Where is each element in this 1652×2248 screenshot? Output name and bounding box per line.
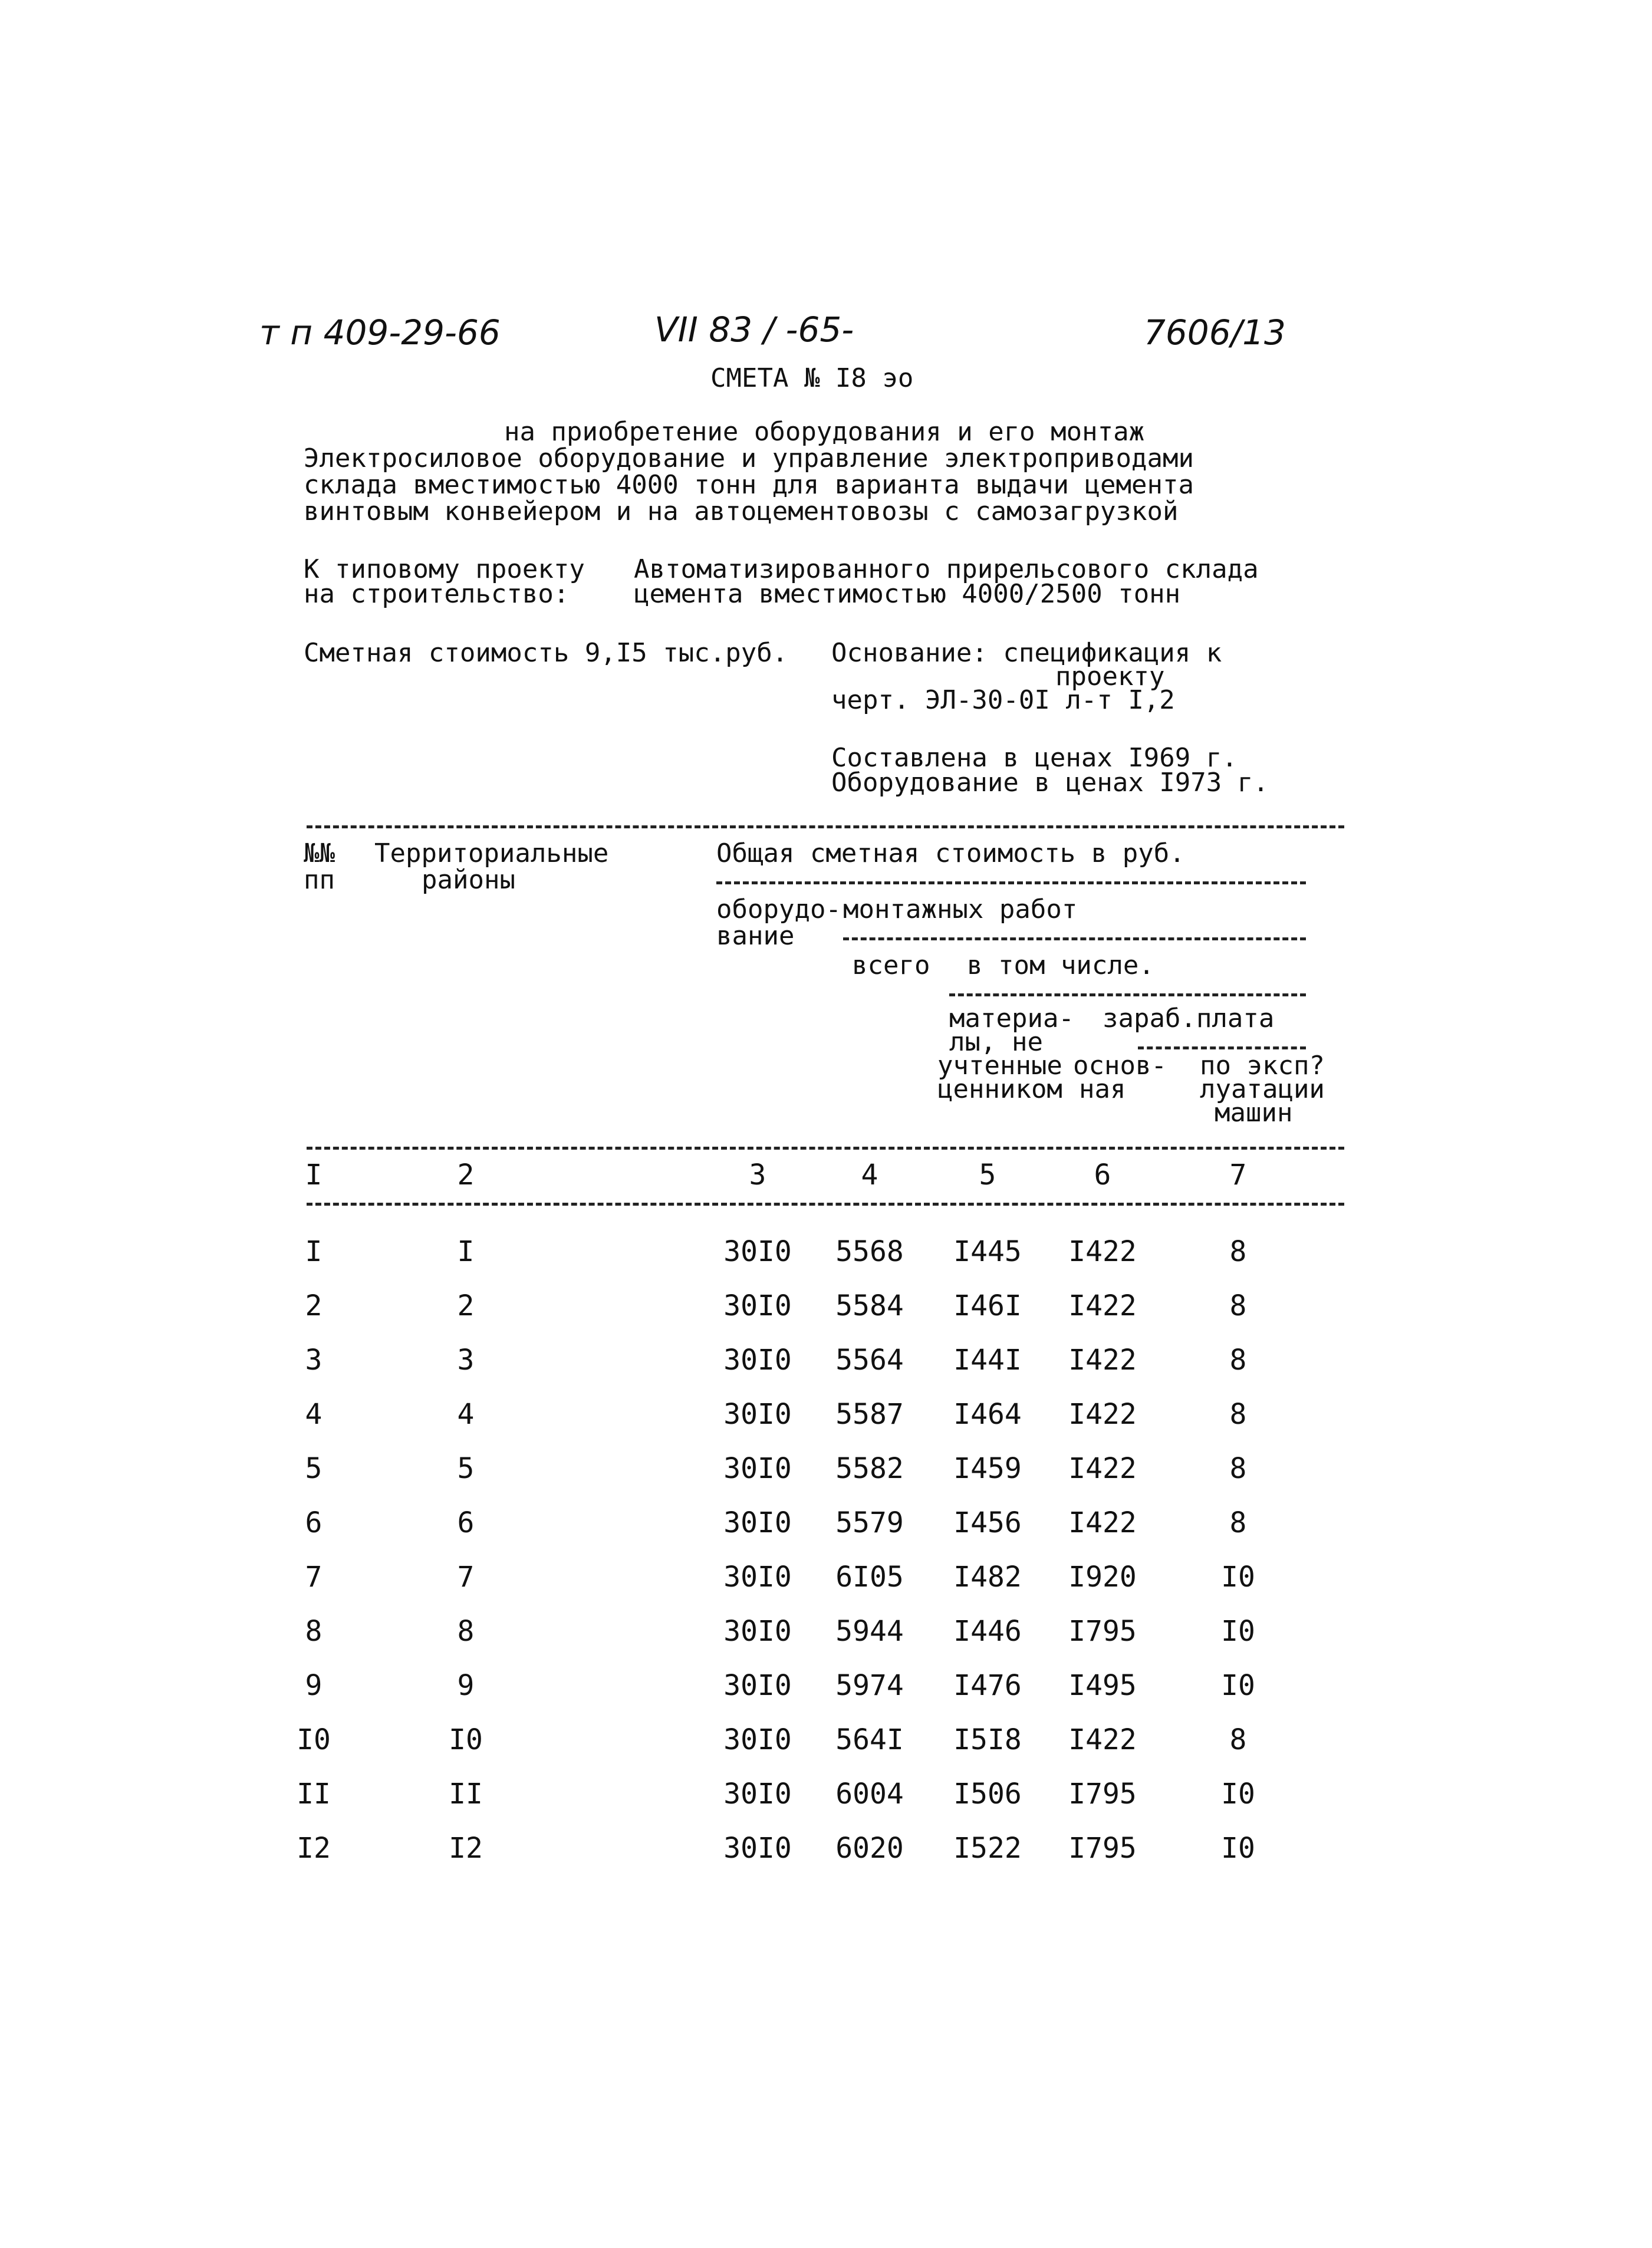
cell-materials: I456 — [953, 1506, 1022, 1539]
header-region-2: районы — [422, 865, 515, 895]
description-line-3: склада вместимостью 4000 тонн для варианта выдачи цемента — [304, 470, 1194, 500]
cell-materials: I506 — [953, 1778, 1022, 1811]
description-line-1: на приобретение оборудования и его монтаж — [504, 417, 1145, 447]
cell-materials: I445 — [953, 1235, 1022, 1268]
header-machine-2: луатации — [1200, 1074, 1325, 1104]
cell-basic-wage: I422 — [1068, 1452, 1137, 1485]
cell-mounting-total: 6I05 — [835, 1561, 904, 1594]
header-num-1: №№ — [304, 838, 335, 868]
cell-machine-wage: I0 — [1221, 1669, 1255, 1702]
cell-mounting-total: 5587 — [835, 1398, 904, 1431]
header-total-cost: Общая сметная стоимость в руб. — [716, 838, 1185, 868]
col-number-4: 4 — [861, 1158, 878, 1192]
cell-basic-wage: I422 — [1068, 1344, 1137, 1377]
cell-machine-wage: 8 — [1229, 1344, 1247, 1377]
table-row — [0, 1398, 1652, 1433]
cell-row-number: 5 — [305, 1452, 322, 1485]
header-num-2: пп — [304, 865, 335, 895]
project-label-2: на строительство: — [304, 579, 570, 609]
cell-machine-wage: I0 — [1221, 1615, 1255, 1648]
cell-materials: I446 — [953, 1615, 1022, 1648]
header-total-all: всего — [852, 950, 930, 980]
prices-line-1: Составлена в ценах I969 г. — [831, 743, 1238, 773]
cell-equipment-cost: 30I0 — [723, 1235, 792, 1268]
project-value-2: цемента вместимостью 4000/2500 тонн — [634, 579, 1181, 609]
cell-equipment-cost: 30I0 — [723, 1289, 792, 1322]
header-bottom-rule — [307, 1147, 1344, 1150]
cell-mounting-total: 5564 — [835, 1344, 904, 1377]
cell-row-number: 3 — [305, 1344, 322, 1377]
cell-machine-wage: 8 — [1229, 1398, 1247, 1431]
header-rule-3 — [949, 993, 1306, 996]
cell-basic-wage: I422 — [1068, 1289, 1137, 1322]
cell-equipment-cost: 30I0 — [723, 1344, 792, 1377]
cell-row-number: II — [297, 1778, 331, 1811]
cell-region: 4 — [457, 1398, 475, 1431]
cell-mounting-total: 5568 — [835, 1235, 904, 1268]
document-code-left: т п 409-29-66 — [259, 312, 501, 353]
cell-basic-wage: I422 — [1068, 1723, 1137, 1756]
cell-materials: I46I — [953, 1289, 1022, 1322]
header-materials-4: ценником — [937, 1074, 1062, 1104]
cell-region: 9 — [457, 1669, 475, 1702]
cell-machine-wage: 8 — [1229, 1235, 1247, 1268]
cell-region: I0 — [449, 1723, 483, 1756]
table-row — [0, 1723, 1652, 1759]
cell-mounting-total: 5582 — [835, 1452, 904, 1485]
cell-equipment-cost: 30I0 — [723, 1669, 792, 1702]
cell-materials: I44I — [953, 1344, 1022, 1377]
cell-mounting-total: 6004 — [835, 1778, 904, 1811]
col-number-6: 6 — [1094, 1158, 1111, 1192]
table-row — [0, 1832, 1652, 1867]
description-line-4: винтовым конвейером и на автоцементовозы с самозагрузкой — [304, 496, 1179, 526]
header-rule-1 — [716, 881, 1306, 884]
cell-basic-wage: I795 — [1068, 1778, 1137, 1811]
cell-row-number: I — [305, 1235, 322, 1268]
cell-row-number: 6 — [305, 1506, 322, 1539]
cell-basic-wage: I795 — [1068, 1832, 1137, 1865]
cell-materials: I482 — [953, 1561, 1022, 1594]
basis-line-3: черт. ЭЛ-30-0I л-т I,2 — [831, 685, 1175, 715]
header-materials-2: лы, не — [949, 1027, 1043, 1057]
cell-row-number: 7 — [305, 1561, 322, 1594]
cell-mounting-total: 5584 — [835, 1289, 904, 1322]
cell-row-number: 9 — [305, 1669, 322, 1702]
project-value-1: Автоматизированного прирельсового склада — [634, 554, 1259, 584]
cell-machine-wage: I0 — [1221, 1832, 1255, 1865]
cell-equipment-cost: 30I0 — [723, 1561, 792, 1594]
table-row — [0, 1289, 1652, 1325]
col-number-5: 5 — [979, 1158, 996, 1192]
table-row — [0, 1452, 1652, 1487]
header-region-1: Территориальные — [374, 838, 609, 868]
cell-basic-wage: I795 — [1068, 1615, 1137, 1648]
col-number-2: 2 — [457, 1158, 475, 1192]
estimated-cost: Сметная стоимость 9,I5 тыс.руб. — [304, 638, 788, 668]
cell-mounting-total: 564I — [835, 1723, 904, 1756]
cell-machine-wage: I0 — [1221, 1778, 1255, 1811]
cell-row-number: I0 — [297, 1723, 331, 1756]
cell-mounting-total: 5974 — [835, 1669, 904, 1702]
table-row — [0, 1615, 1652, 1650]
cell-materials: I5I8 — [953, 1723, 1022, 1756]
cell-equipment-cost: 30I0 — [723, 1506, 792, 1539]
cell-basic-wage: I495 — [1068, 1669, 1137, 1702]
basis-line-1: Основание: спецификация к — [831, 638, 1222, 668]
cell-row-number: 4 — [305, 1398, 322, 1431]
header-equipment-1: оборудо- — [716, 894, 841, 924]
table-row — [0, 1235, 1652, 1271]
cell-row-number: 2 — [305, 1289, 322, 1322]
cell-materials: I459 — [953, 1452, 1022, 1485]
table-row — [0, 1344, 1652, 1379]
cell-materials: I476 — [953, 1669, 1022, 1702]
col-number-3: 3 — [749, 1158, 766, 1192]
cell-row-number: I2 — [297, 1832, 331, 1865]
cell-region: 3 — [457, 1344, 475, 1377]
cell-mounting-total: 5944 — [835, 1615, 904, 1648]
col-number-1: I — [305, 1158, 322, 1192]
document-code-middle: VII 83 / -65- — [654, 310, 854, 350]
header-equipment-2: вание — [716, 921, 795, 951]
cell-basic-wage: I422 — [1068, 1398, 1137, 1431]
cell-equipment-cost: 30I0 — [723, 1778, 792, 1811]
cell-basic-wage: I422 — [1068, 1235, 1137, 1268]
prices-line-2: Оборудование в ценах I973 г. — [831, 768, 1269, 798]
cell-region: 5 — [457, 1452, 475, 1485]
estimate-title: СМЕТА № I8 эо — [710, 363, 914, 393]
cell-equipment-cost: 30I0 — [723, 1398, 792, 1431]
table-row — [0, 1506, 1652, 1542]
cell-region: I2 — [449, 1832, 483, 1865]
cell-equipment-cost: 30I0 — [723, 1723, 792, 1756]
cell-region: II — [449, 1778, 483, 1811]
document-code-right: 7606/13 — [1144, 312, 1286, 353]
cell-region: 6 — [457, 1506, 475, 1539]
header-rule-4 — [1138, 1046, 1306, 1049]
cell-materials: I464 — [953, 1398, 1022, 1431]
cell-equipment-cost: 30I0 — [723, 1615, 792, 1648]
header-mounting-works: монтажных работ — [843, 894, 1078, 924]
cell-basic-wage: I422 — [1068, 1506, 1137, 1539]
header-machine-1: по эксп? — [1200, 1051, 1325, 1081]
table-top-rule — [307, 825, 1344, 828]
cell-mounting-total: 6020 — [835, 1832, 904, 1865]
basis-line-2: проекту — [1055, 661, 1165, 692]
header-basic-1: основ- — [1073, 1051, 1167, 1081]
table-row — [0, 1778, 1652, 1813]
cell-mounting-total: 5579 — [835, 1506, 904, 1539]
header-machine-3: машин — [1215, 1098, 1293, 1128]
cell-region: 7 — [457, 1561, 475, 1594]
cell-row-number: 8 — [305, 1615, 322, 1648]
cell-machine-wage: 8 — [1229, 1506, 1247, 1539]
description-line-2: Электросиловое оборудование и управление электроприводами — [304, 443, 1194, 473]
project-label-1: К типовому проекту — [304, 554, 585, 584]
header-basic-2: ная — [1079, 1074, 1126, 1104]
cell-materials: I522 — [953, 1832, 1022, 1865]
cell-machine-wage: I0 — [1221, 1561, 1255, 1594]
cell-region: 8 — [457, 1615, 475, 1648]
cell-region: I — [457, 1235, 475, 1268]
cell-equipment-cost: 30I0 — [723, 1832, 792, 1865]
header-rule-2 — [843, 937, 1306, 940]
header-materials-3: учтенные — [937, 1051, 1062, 1081]
cell-machine-wage: 8 — [1229, 1723, 1247, 1756]
cell-region: 2 — [457, 1289, 475, 1322]
cell-basic-wage: I920 — [1068, 1561, 1137, 1594]
table-row — [0, 1669, 1652, 1704]
cell-machine-wage: 8 — [1229, 1289, 1247, 1322]
cell-equipment-cost: 30I0 — [723, 1452, 792, 1485]
header-wages: зараб.плата — [1103, 1003, 1275, 1034]
header-materials-1: материа- — [949, 1003, 1074, 1034]
col-number-7: 7 — [1229, 1158, 1247, 1192]
header-including: в том числе. — [967, 950, 1154, 980]
col-numbers-rule — [307, 1203, 1344, 1206]
table-row — [0, 1561, 1652, 1596]
cell-machine-wage: 8 — [1229, 1452, 1247, 1485]
